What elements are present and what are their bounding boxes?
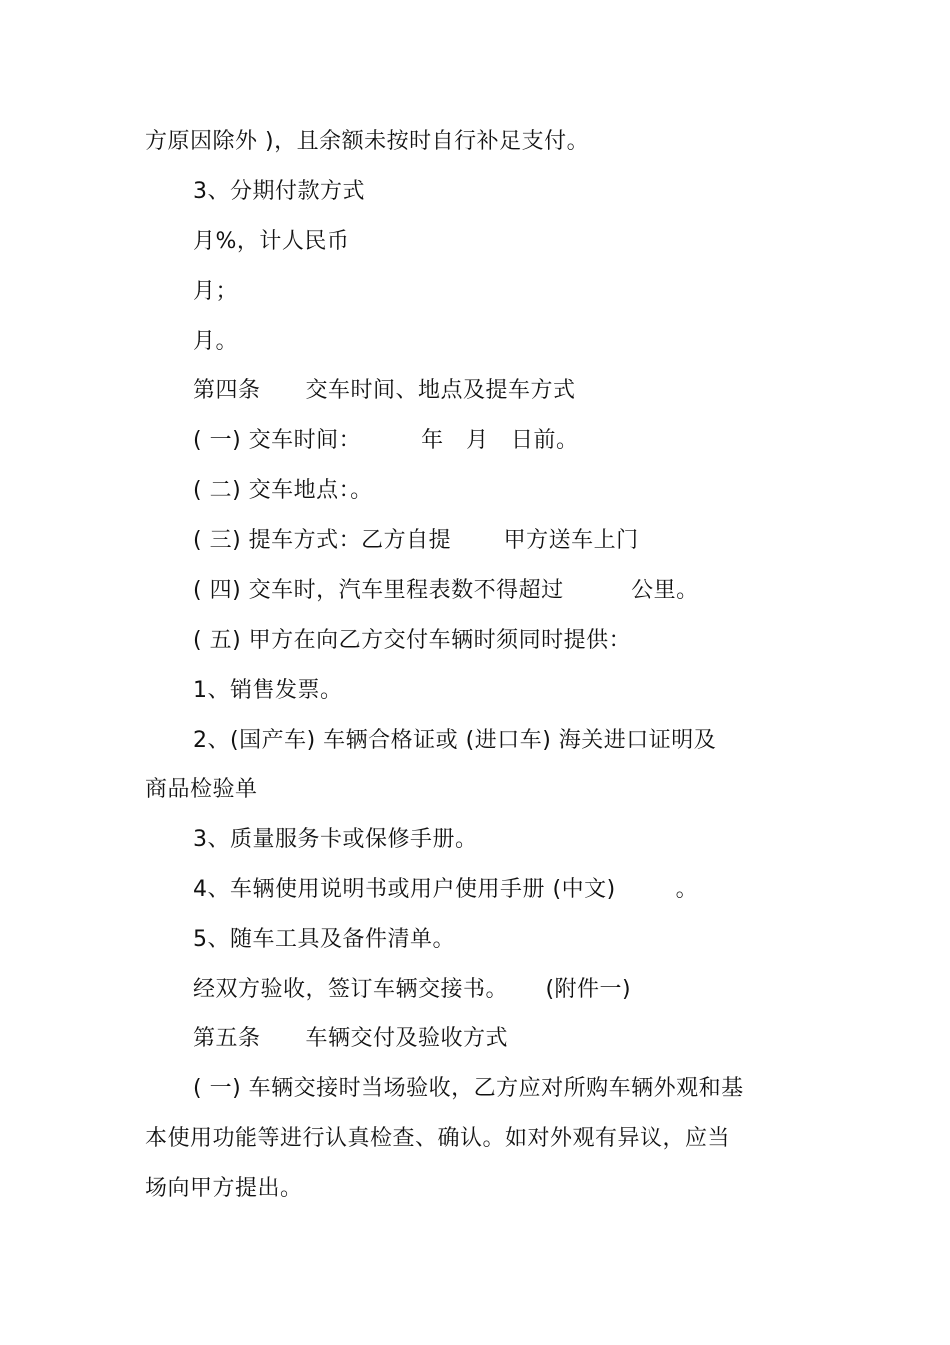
text-line-11: ( 五) 甲方在向乙方交付车辆时须同时提供： [193,628,632,653]
text-line-15: 3、质量服务卡或保修手册。 [193,827,478,852]
text-line-7: ( 一) 交车时间： 年 月 日前。 [193,428,579,453]
text-line-3: 月%，计人民币 [193,229,350,254]
text-line-22: 场向甲方提出。 [145,1176,303,1201]
text-line-20: ( 一) 车辆交接时当场验收，乙方应对所购车辆外观和基 [193,1076,744,1101]
text-line-16: 4、车辆使用说明书或用户使用手册 (中文) 。 [193,877,699,902]
text-line-17: 5、随车工具及备件清单。 [193,927,455,952]
text-line-10: ( 四) 交车时，汽车里程表数不得超过 公里。 [193,578,699,603]
text-line-4: 月； [193,279,239,304]
text-line-2: 3、分期付款方式 [193,179,365,204]
text-line-18: 经双方验收，签订车辆交接书。 (附件一) [193,977,632,1002]
text-line-9: ( 三) 提车方式：乙方自提 甲方送车上门 [193,528,639,553]
text-line-21: 本使用功能等进行认真检查、确认。如对外观有异议，应当 [145,1126,731,1151]
text-line-14: 商品检验单 [145,777,258,802]
text-line-1: 方原因除外 )，且余额未按时自行补足支付。 [145,129,590,154]
text-line-5: 月。 [193,329,239,354]
text-line-13: 2、(国产车) 车辆合格证或 (进口车) 海关进口证明及 [193,728,717,753]
text-line-8: ( 二) 交车地点：。 [193,478,373,503]
article-4-heading: 第四条 交车时间、地点及提车方式 [193,378,576,403]
text-line-12: 1、销售发票。 [193,678,343,703]
article-5-heading: 第五条 车辆交付及验收方式 [193,1026,508,1051]
